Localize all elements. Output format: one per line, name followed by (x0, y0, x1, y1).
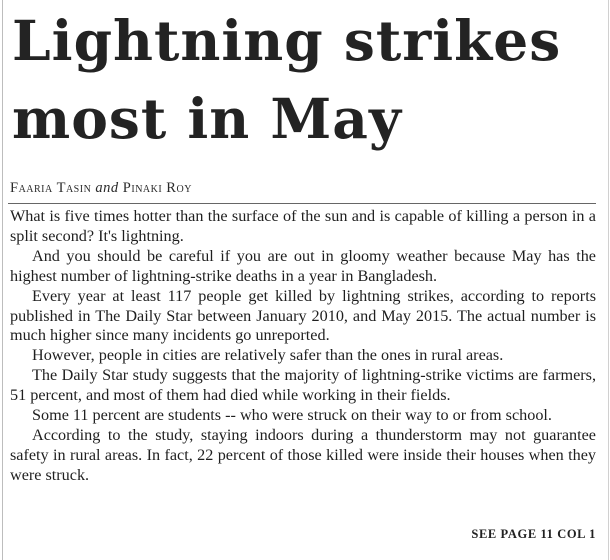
headline-line-1: Lightning strikes (12, 8, 562, 73)
article-paragraph: The Daily Star study suggests that the majority of lightning-strike victims are farmers, 51 percent, and most of them had died while working in their fields. (10, 366, 596, 405)
article-paragraph: What is five times hotter than the surface of the sun and is capable of killing a person in a split second? It's lightning. (10, 207, 596, 245)
page-border-left (2, 0, 3, 560)
byline-author-1: Faaria Tasin (10, 180, 92, 196)
article-paragraph: According to the study, staying indoors during a thunderstorm may not guarantee safety in rural areas. In fact, 22 percent of those killed were inside their houses when they were struck. (10, 425, 596, 484)
article-paragraph: And you should be careful if you are out in gloomy weather because May has the highest number of lightning-strike deaths in a year in Bangladesh. (10, 246, 596, 285)
byline-conjunction: and (95, 180, 119, 196)
headline (12, 2, 602, 158)
article-paragraph: Some 11 percent are students -- who were struck on their way to or from school. (32, 406, 552, 425)
article-body (10, 207, 596, 486)
byline-divider (8, 203, 596, 204)
headline-line-2: most in May (12, 86, 402, 151)
byline (10, 180, 192, 197)
article-paragraph: However, people in cities are relatively safer than the ones in rural areas. (32, 346, 504, 365)
jump-reference: SEE PAGE 11 COL 1 (471, 527, 596, 541)
byline-author-2: Pinaki Roy (122, 180, 192, 196)
page-border-right (608, 0, 609, 560)
article-paragraph: Every year at least 117 people get killed by lightning strikes, according to reports published in The Daily Star between January 2010, and May 2015. The actual number is much higher since many incidents go unreported. (10, 286, 596, 345)
